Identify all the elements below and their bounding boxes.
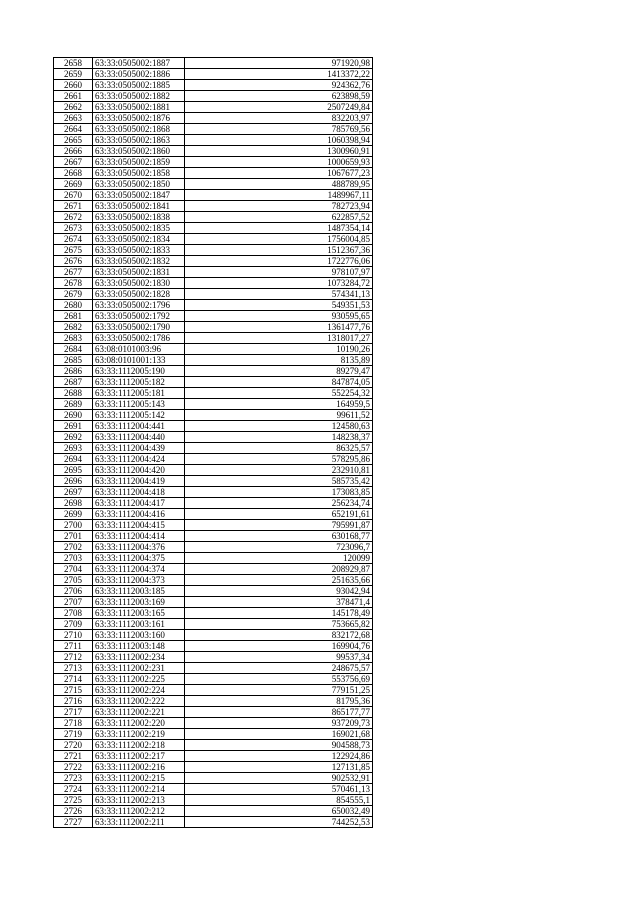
table-row xyxy=(54,157,373,168)
cadastral-number-cell: 63:33:1112004:373 xyxy=(93,575,185,586)
cadastral-number-cell: 63:33:1112005:190 xyxy=(93,366,185,377)
value-cell: 99537,34 xyxy=(185,652,373,663)
cadastral-number-cell: 63:33:1112004:416 xyxy=(93,509,185,520)
table-row xyxy=(54,619,373,630)
row-number-cell: 2708 xyxy=(54,608,93,619)
table-row xyxy=(54,707,373,718)
row-number-cell: 2670 xyxy=(54,190,93,201)
cadastral-number-cell: 63:33:1112004:414 xyxy=(93,531,185,542)
row-number-cell: 2666 xyxy=(54,146,93,157)
table-row xyxy=(54,806,373,817)
table-row xyxy=(54,773,373,784)
row-number-cell: 2722 xyxy=(54,762,93,773)
table-row xyxy=(54,146,373,157)
row-number-cell: 2710 xyxy=(54,630,93,641)
value-cell: 753665,82 xyxy=(185,619,373,630)
value-cell: 164959,5 xyxy=(185,399,373,410)
row-number-cell: 2687 xyxy=(54,377,93,388)
row-number-cell: 2686 xyxy=(54,366,93,377)
value-cell: 86325,57 xyxy=(185,443,373,454)
row-number-cell: 2709 xyxy=(54,619,93,630)
cadastral-number-cell: 63:33:1112002:218 xyxy=(93,740,185,751)
value-cell: 1756004,85 xyxy=(185,234,373,245)
cadastral-number-cell: 63:33:0505002:1887 xyxy=(93,58,185,69)
cadastral-number-cell: 63:33:0505002:1830 xyxy=(93,278,185,289)
value-cell: 145178,49 xyxy=(185,608,373,619)
value-cell: 1067677,23 xyxy=(185,168,373,179)
row-number-cell: 2664 xyxy=(54,124,93,135)
table-row xyxy=(54,454,373,465)
cadastral-number-cell: 63:33:1112005:142 xyxy=(93,410,185,421)
row-number-cell: 2671 xyxy=(54,201,93,212)
table-row xyxy=(54,465,373,476)
row-number-cell: 2677 xyxy=(54,267,93,278)
value-cell: 971920,98 xyxy=(185,58,373,69)
cadastral-number-cell: 63:33:0505002:1886 xyxy=(93,69,185,80)
cadastral-number-cell: 63:33:0505002:1833 xyxy=(93,245,185,256)
row-number-cell: 2662 xyxy=(54,102,93,113)
cadastral-number-cell: 63:33:1112004:441 xyxy=(93,421,185,432)
row-number-cell: 2660 xyxy=(54,80,93,91)
row-number-cell: 2684 xyxy=(54,344,93,355)
table-row xyxy=(54,663,373,674)
table-row xyxy=(54,817,373,828)
table-row xyxy=(54,718,373,729)
table-row xyxy=(54,102,373,113)
table-row xyxy=(54,388,373,399)
row-number-cell: 2724 xyxy=(54,784,93,795)
value-cell: 99611,52 xyxy=(185,410,373,421)
table-row xyxy=(54,322,373,333)
cadastral-number-cell: 63:33:1112002:220 xyxy=(93,718,185,729)
table-row xyxy=(54,762,373,773)
row-number-cell: 2713 xyxy=(54,663,93,674)
value-cell: 208929,87 xyxy=(185,564,373,575)
cadastral-number-cell: 63:33:1112004:420 xyxy=(93,465,185,476)
value-cell: 2507249,84 xyxy=(185,102,373,113)
table-row xyxy=(54,289,373,300)
table-row xyxy=(54,575,373,586)
cadastral-number-cell: 63:33:1112004:439 xyxy=(93,443,185,454)
value-cell: 578295,86 xyxy=(185,454,373,465)
row-number-cell: 2673 xyxy=(54,223,93,234)
value-cell: 124580,63 xyxy=(185,421,373,432)
cadastral-number-cell: 63:33:1112004:424 xyxy=(93,454,185,465)
cadastral-number-cell: 63:33:0505002:1850 xyxy=(93,179,185,190)
row-number-cell: 2706 xyxy=(54,586,93,597)
table-row xyxy=(54,729,373,740)
row-number-cell: 2667 xyxy=(54,157,93,168)
row-number-cell: 2696 xyxy=(54,476,93,487)
row-number-cell: 2675 xyxy=(54,245,93,256)
table-row xyxy=(54,124,373,135)
row-number-cell: 2705 xyxy=(54,575,93,586)
value-cell: 795991,87 xyxy=(185,520,373,531)
row-number-cell: 2668 xyxy=(54,168,93,179)
cadastral-number-cell: 63:33:0505002:1858 xyxy=(93,168,185,179)
table-row xyxy=(54,685,373,696)
value-cell: 744252,53 xyxy=(185,817,373,828)
cadastral-number-cell: 63:33:0505002:1834 xyxy=(93,234,185,245)
table-row xyxy=(54,267,373,278)
row-number-cell: 2685 xyxy=(54,355,93,366)
value-cell: 552254,32 xyxy=(185,388,373,399)
table-row xyxy=(54,586,373,597)
cadastral-number-cell: 63:33:1112002:221 xyxy=(93,707,185,718)
value-cell: 232910,81 xyxy=(185,465,373,476)
value-cell: 1487354,14 xyxy=(185,223,373,234)
row-number-cell: 2698 xyxy=(54,498,93,509)
row-number-cell: 2700 xyxy=(54,520,93,531)
table-row xyxy=(54,58,373,69)
row-number-cell: 2688 xyxy=(54,388,93,399)
table-row xyxy=(54,520,373,531)
cadastral-number-cell: 63:33:0505002:1885 xyxy=(93,80,185,91)
row-number-cell: 2693 xyxy=(54,443,93,454)
cadastral-number-cell: 63:33:1112002:231 xyxy=(93,663,185,674)
row-number-cell: 2707 xyxy=(54,597,93,608)
table-row xyxy=(54,432,373,443)
table-row xyxy=(54,179,373,190)
value-cell: 652191,61 xyxy=(185,509,373,520)
cadastral-number-cell: 63:33:1112005:181 xyxy=(93,388,185,399)
row-number-cell: 2697 xyxy=(54,487,93,498)
cadastral-number-cell: 63:33:1112003:160 xyxy=(93,630,185,641)
value-cell: 148238,37 xyxy=(185,432,373,443)
value-cell: 169904,76 xyxy=(185,641,373,652)
value-cell: 832172,68 xyxy=(185,630,373,641)
value-cell: 650032,49 xyxy=(185,806,373,817)
cadastral-number-cell: 63:33:1112005:182 xyxy=(93,377,185,388)
row-number-cell: 2669 xyxy=(54,179,93,190)
table-row xyxy=(54,542,373,553)
table-row xyxy=(54,245,373,256)
value-cell: 127131,85 xyxy=(185,762,373,773)
value-cell: 169021,68 xyxy=(185,729,373,740)
table-row xyxy=(54,410,373,421)
value-cell: 10190,26 xyxy=(185,344,373,355)
cadastral-number-cell: 63:33:1112002:234 xyxy=(93,652,185,663)
table-row xyxy=(54,80,373,91)
row-number-cell: 2712 xyxy=(54,652,93,663)
value-cell: 904588,73 xyxy=(185,740,373,751)
value-cell: 937209,73 xyxy=(185,718,373,729)
cadastral-number-cell: 63:33:1112002:224 xyxy=(93,685,185,696)
value-cell: 574341,13 xyxy=(185,289,373,300)
cadastral-number-cell: 63:33:1112004:375 xyxy=(93,553,185,564)
value-cell: 630168,77 xyxy=(185,531,373,542)
row-number-cell: 2661 xyxy=(54,91,93,102)
cadastral-number-cell: 63:33:0505002:1859 xyxy=(93,157,185,168)
table-row xyxy=(54,443,373,454)
row-number-cell: 2719 xyxy=(54,729,93,740)
row-number-cell: 2714 xyxy=(54,674,93,685)
value-cell: 854555,1 xyxy=(185,795,373,806)
cadastral-number-cell: 63:33:1112003:165 xyxy=(93,608,185,619)
row-number-cell: 2689 xyxy=(54,399,93,410)
row-number-cell: 2718 xyxy=(54,718,93,729)
table-row xyxy=(54,476,373,487)
value-cell: 1361477,76 xyxy=(185,322,373,333)
table-row xyxy=(54,201,373,212)
cadastral-number-cell: 63:33:1112002:216 xyxy=(93,762,185,773)
value-cell: 120099 xyxy=(185,553,373,564)
cadastral-number-cell: 63:33:0505002:1882 xyxy=(93,91,185,102)
value-cell: 251635,66 xyxy=(185,575,373,586)
table-row xyxy=(54,333,373,344)
row-number-cell: 2694 xyxy=(54,454,93,465)
value-cell: 570461,13 xyxy=(185,784,373,795)
value-cell: 8135,89 xyxy=(185,355,373,366)
table-row xyxy=(54,366,373,377)
row-number-cell: 2695 xyxy=(54,465,93,476)
value-cell: 865177,77 xyxy=(185,707,373,718)
value-cell: 1318017,27 xyxy=(185,333,373,344)
table-row xyxy=(54,696,373,707)
table-row xyxy=(54,311,373,322)
cadastral-number-cell: 63:33:0505002:1841 xyxy=(93,201,185,212)
row-number-cell: 2665 xyxy=(54,135,93,146)
value-cell: 978107,97 xyxy=(185,267,373,278)
value-cell: 122924,86 xyxy=(185,751,373,762)
cadastral-number-cell: 63:33:1112002:222 xyxy=(93,696,185,707)
row-number-cell: 2702 xyxy=(54,542,93,553)
row-number-cell: 2682 xyxy=(54,322,93,333)
value-cell: 89279,47 xyxy=(185,366,373,377)
cadastral-number-cell: 63:33:1112004:418 xyxy=(93,487,185,498)
cadastral-number-cell: 63:33:1112002:217 xyxy=(93,751,185,762)
cadastral-number-cell: 63:33:0505002:1828 xyxy=(93,289,185,300)
row-number-cell: 2692 xyxy=(54,432,93,443)
cadastral-number-cell: 63:33:1112002:225 xyxy=(93,674,185,685)
row-number-cell: 2678 xyxy=(54,278,93,289)
cadastral-number-cell: 63:33:1112003:185 xyxy=(93,586,185,597)
value-cell: 723096,7 xyxy=(185,542,373,553)
cadastral-number-cell: 63:33:1112002:219 xyxy=(93,729,185,740)
table-row xyxy=(54,608,373,619)
value-cell: 924362,76 xyxy=(185,80,373,91)
table-row xyxy=(54,234,373,245)
row-number-cell: 2717 xyxy=(54,707,93,718)
cadastral-value-table xyxy=(53,57,373,828)
value-cell: 902532,91 xyxy=(185,773,373,784)
cadastral-number-cell: 63:33:0505002:1868 xyxy=(93,124,185,135)
row-number-cell: 2679 xyxy=(54,289,93,300)
cadastral-number-cell: 63:33:1112004:415 xyxy=(93,520,185,531)
row-number-cell: 2681 xyxy=(54,311,93,322)
value-cell: 930595,65 xyxy=(185,311,373,322)
value-cell: 623898,59 xyxy=(185,91,373,102)
row-number-cell: 2691 xyxy=(54,421,93,432)
row-number-cell: 2726 xyxy=(54,806,93,817)
row-number-cell: 2659 xyxy=(54,69,93,80)
table-row xyxy=(54,91,373,102)
row-number-cell: 2663 xyxy=(54,113,93,124)
table-row xyxy=(54,256,373,267)
cadastral-number-cell: 63:33:1112004:374 xyxy=(93,564,185,575)
row-number-cell: 2703 xyxy=(54,553,93,564)
value-cell: 622857,52 xyxy=(185,212,373,223)
value-cell: 488789,95 xyxy=(185,179,373,190)
cadastral-number-cell: 63:08:0101003:96 xyxy=(93,344,185,355)
table-row xyxy=(54,674,373,685)
value-cell: 549351,53 xyxy=(185,300,373,311)
table-row xyxy=(54,399,373,410)
row-number-cell: 2699 xyxy=(54,509,93,520)
table-row xyxy=(54,564,373,575)
value-cell: 1300960,91 xyxy=(185,146,373,157)
table-row xyxy=(54,168,373,179)
row-number-cell: 2683 xyxy=(54,333,93,344)
cadastral-number-cell: 63:33:1112004:440 xyxy=(93,432,185,443)
value-cell: 173083,85 xyxy=(185,487,373,498)
table-row xyxy=(54,421,373,432)
table-row xyxy=(54,641,373,652)
cadastral-number-cell: 63:33:1112003:148 xyxy=(93,641,185,652)
value-cell: 779151,25 xyxy=(185,685,373,696)
cadastral-number-cell: 63:33:1112003:161 xyxy=(93,619,185,630)
table-row xyxy=(54,223,373,234)
table-row xyxy=(54,278,373,289)
value-cell: 1060398,94 xyxy=(185,135,373,146)
cadastral-number-cell: 63:33:1112002:215 xyxy=(93,773,185,784)
table-row xyxy=(54,795,373,806)
row-number-cell: 2720 xyxy=(54,740,93,751)
cadastral-number-cell: 63:33:1112002:211 xyxy=(93,817,185,828)
cadastral-number-cell: 63:33:0505002:1796 xyxy=(93,300,185,311)
row-number-cell: 2680 xyxy=(54,300,93,311)
row-number-cell: 2715 xyxy=(54,685,93,696)
table-row xyxy=(54,630,373,641)
value-cell: 378471,4 xyxy=(185,597,373,608)
table-body xyxy=(54,58,373,828)
table-row xyxy=(54,355,373,366)
table-row xyxy=(54,300,373,311)
value-cell: 81795,36 xyxy=(185,696,373,707)
table-row xyxy=(54,113,373,124)
value-cell: 1512367,36 xyxy=(185,245,373,256)
row-number-cell: 2725 xyxy=(54,795,93,806)
row-number-cell: 2721 xyxy=(54,751,93,762)
table-row xyxy=(54,69,373,80)
cadastral-number-cell: 63:33:0505002:1786 xyxy=(93,333,185,344)
row-number-cell: 2672 xyxy=(54,212,93,223)
cadastral-number-cell: 63:33:1112002:213 xyxy=(93,795,185,806)
cadastral-number-cell: 63:33:1112004:417 xyxy=(93,498,185,509)
table-row xyxy=(54,498,373,509)
value-cell: 782723,94 xyxy=(185,201,373,212)
cadastral-number-cell: 63:33:0505002:1790 xyxy=(93,322,185,333)
row-number-cell: 2701 xyxy=(54,531,93,542)
row-number-cell: 2716 xyxy=(54,696,93,707)
cadastral-number-cell: 63:33:0505002:1832 xyxy=(93,256,185,267)
table-row xyxy=(54,377,373,388)
table-row xyxy=(54,190,373,201)
value-cell: 1413372,22 xyxy=(185,69,373,80)
data-table-container xyxy=(53,57,373,828)
value-cell: 93042,94 xyxy=(185,586,373,597)
cadastral-number-cell: 63:33:0505002:1847 xyxy=(93,190,185,201)
row-number-cell: 2711 xyxy=(54,641,93,652)
value-cell: 832203,97 xyxy=(185,113,373,124)
value-cell: 248675,57 xyxy=(185,663,373,674)
table-row xyxy=(54,344,373,355)
cadastral-number-cell: 63:33:0505002:1792 xyxy=(93,311,185,322)
cadastral-number-cell: 63:33:1112003:169 xyxy=(93,597,185,608)
table-row xyxy=(54,784,373,795)
cadastral-number-cell: 63:33:1112002:214 xyxy=(93,784,185,795)
row-number-cell: 2676 xyxy=(54,256,93,267)
table-row xyxy=(54,597,373,608)
value-cell: 553756,69 xyxy=(185,674,373,685)
row-number-cell: 2658 xyxy=(54,58,93,69)
cadastral-number-cell: 63:33:1112005:143 xyxy=(93,399,185,410)
table-row xyxy=(54,135,373,146)
table-row xyxy=(54,652,373,663)
row-number-cell: 2674 xyxy=(54,234,93,245)
table-row xyxy=(54,487,373,498)
value-cell: 785769,56 xyxy=(185,124,373,135)
value-cell: 847874,05 xyxy=(185,377,373,388)
cadastral-number-cell: 63:33:1112002:212 xyxy=(93,806,185,817)
table-row xyxy=(54,553,373,564)
cadastral-number-cell: 63:33:0505002:1831 xyxy=(93,267,185,278)
cadastral-number-cell: 63:08:0101001:133 xyxy=(93,355,185,366)
table-row xyxy=(54,212,373,223)
row-number-cell: 2690 xyxy=(54,410,93,421)
cadastral-number-cell: 63:33:1112004:419 xyxy=(93,476,185,487)
value-cell: 1000659,93 xyxy=(185,157,373,168)
value-cell: 585735,42 xyxy=(185,476,373,487)
cadastral-number-cell: 63:33:0505002:1876 xyxy=(93,113,185,124)
table-row xyxy=(54,740,373,751)
row-number-cell: 2727 xyxy=(54,817,93,828)
cadastral-number-cell: 63:33:1112004:376 xyxy=(93,542,185,553)
value-cell: 256234,74 xyxy=(185,498,373,509)
cadastral-number-cell: 63:33:0505002:1881 xyxy=(93,102,185,113)
table-row xyxy=(54,531,373,542)
value-cell: 1073284,72 xyxy=(185,278,373,289)
value-cell: 1722776,06 xyxy=(185,256,373,267)
table-row xyxy=(54,751,373,762)
table-row xyxy=(54,509,373,520)
row-number-cell: 2723 xyxy=(54,773,93,784)
cadastral-number-cell: 63:33:0505002:1860 xyxy=(93,146,185,157)
value-cell: 1489967,11 xyxy=(185,190,373,201)
cadastral-number-cell: 63:33:0505002:1835 xyxy=(93,223,185,234)
cadastral-number-cell: 63:33:0505002:1863 xyxy=(93,135,185,146)
cadastral-number-cell: 63:33:0505002:1838 xyxy=(93,212,185,223)
row-number-cell: 2704 xyxy=(54,564,93,575)
